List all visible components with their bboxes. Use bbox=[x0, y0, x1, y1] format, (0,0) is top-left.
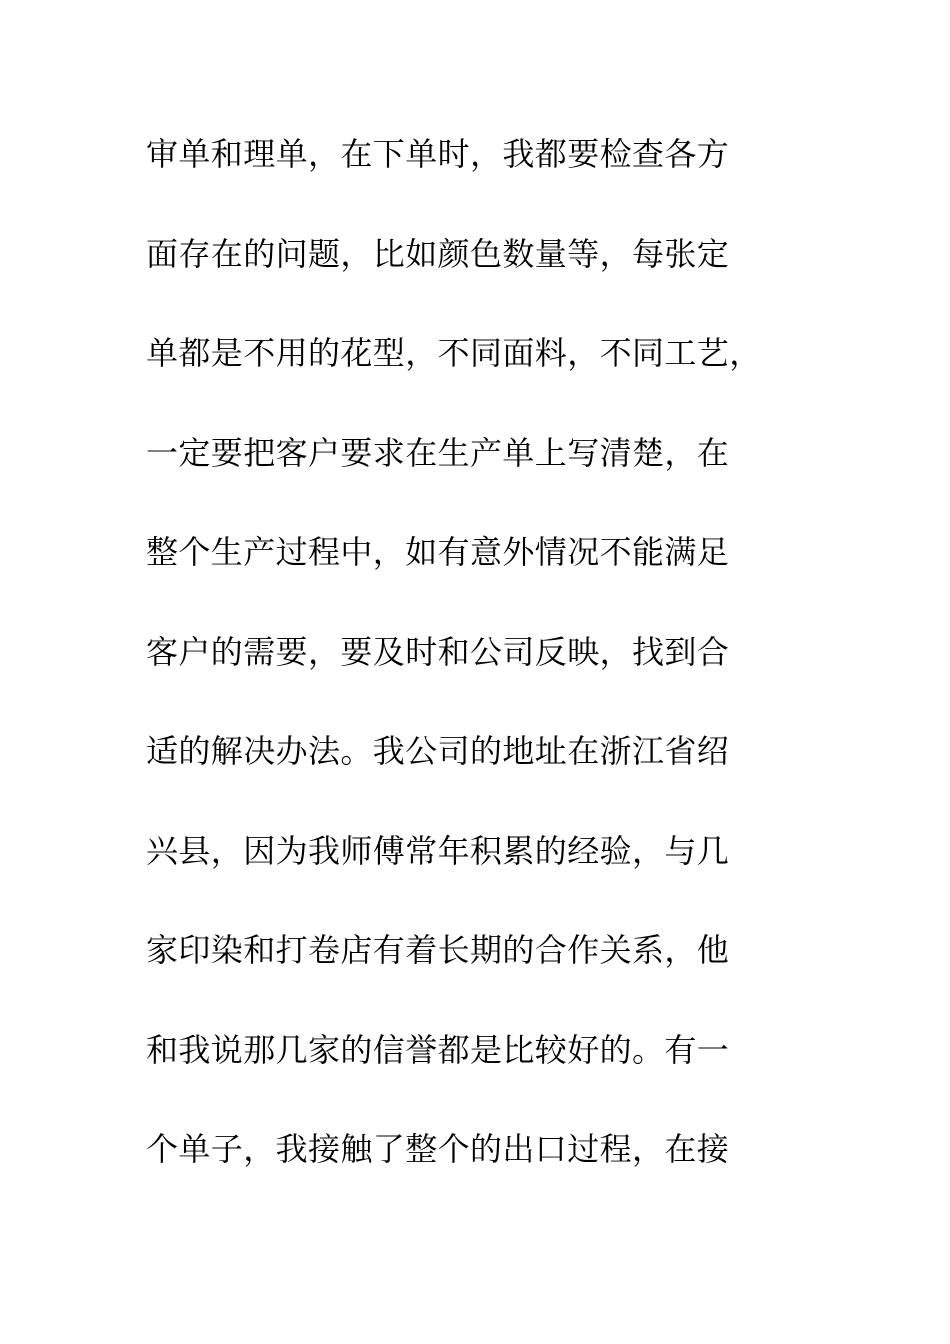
text-line: 适的解决办法。我公司的地址在浙江省绍 bbox=[146, 732, 730, 770]
text-line: 审单和理单，在下单时，我都要检查各方 bbox=[146, 135, 730, 173]
text-line: 一定要把客户要求在生产单上写清楚，在 bbox=[146, 433, 730, 472]
text-line: 整个生产过程中，如有意外情况不能满足 bbox=[146, 533, 730, 571]
text-line: 单都是不用的花型，不同面料，不同工艺， bbox=[146, 334, 762, 372]
text-line: 客户的需要，要及时和公司反映，找到合 bbox=[146, 632, 730, 671]
body-text bbox=[146, 128, 826, 1223]
text-line: 面存在的问题，比如颜色数量等，每张定 bbox=[146, 234, 730, 273]
text-line: 兴县，因为我师傅常年积累的经验，与几 bbox=[146, 831, 730, 870]
text-line: 和我说那几家的信誉都是比较好的。有一 bbox=[146, 1030, 730, 1069]
text-line: 个单子，我接触了整个的出口过程，在接 bbox=[146, 1130, 730, 1168]
text-line: 家印染和打卷店有着长期的合作关系，他 bbox=[146, 931, 730, 969]
